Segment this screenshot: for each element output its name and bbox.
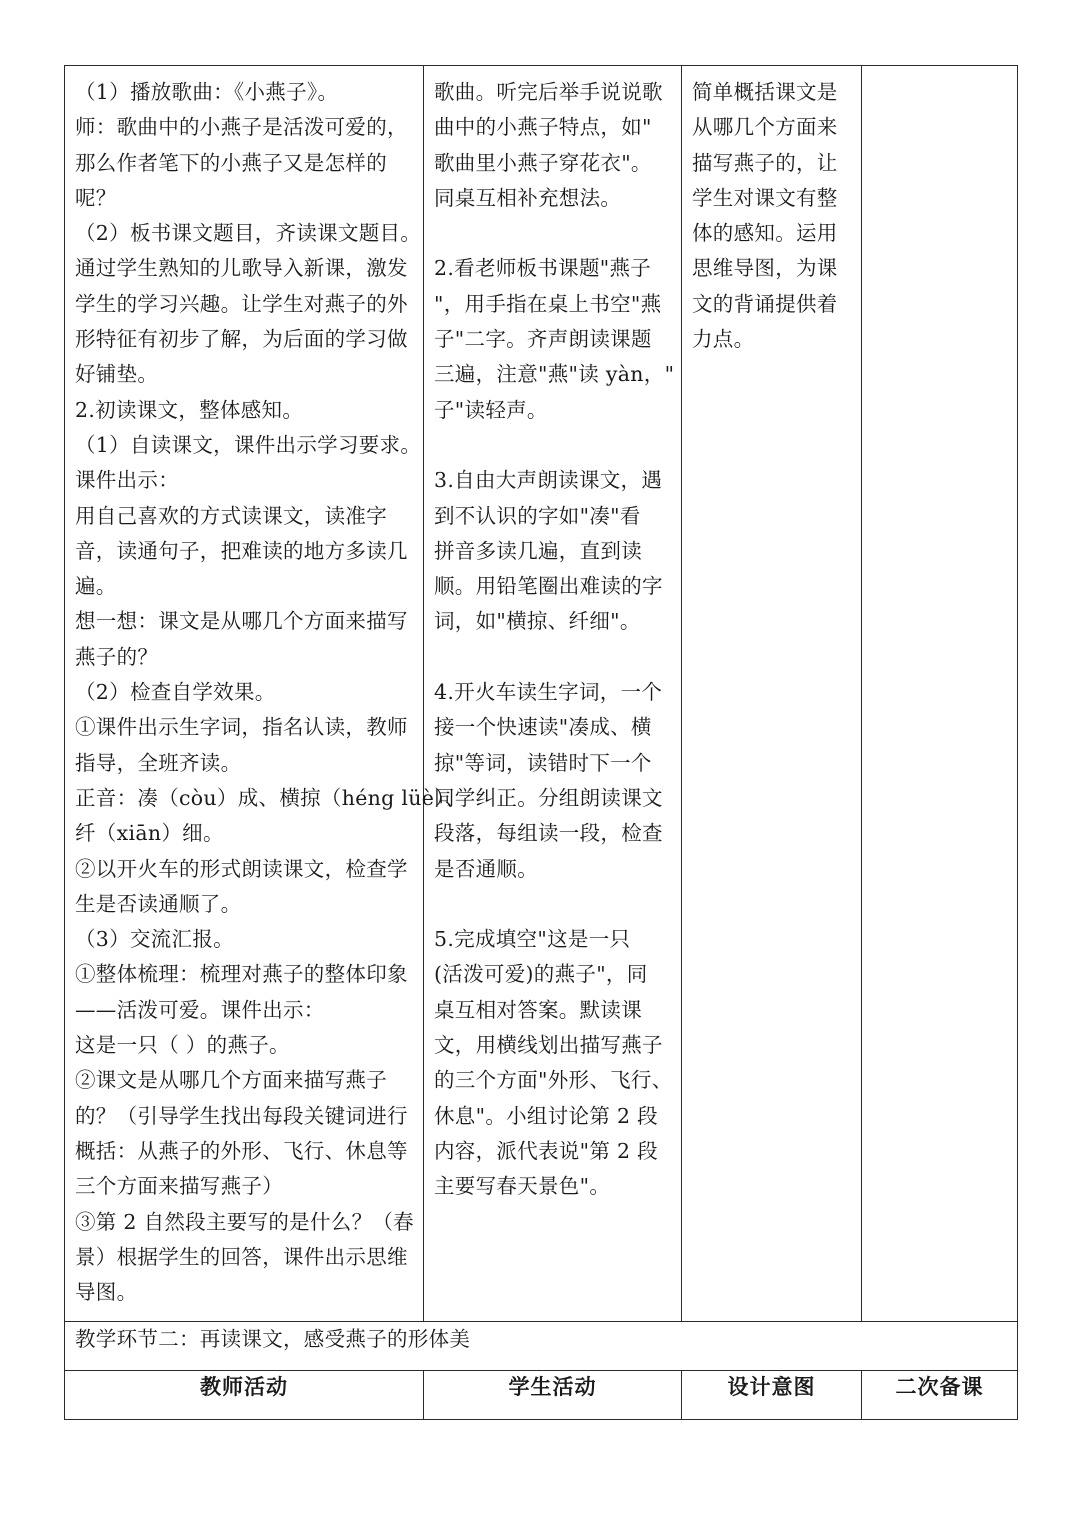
teacher-text-line: 纤（xiān）细。: [75, 821, 224, 846]
teacher-text-line: 遍。: [75, 574, 117, 599]
teacher-text-line: 2.初读课文，整体感知。: [75, 397, 304, 422]
student-text-line: 的三个方面"外形、飞行、: [434, 1068, 673, 1093]
teacher-text-line: ②以开火车的形式朗读课文，检查学: [75, 856, 408, 881]
student-text-line: 桌互相对答案。默读课: [434, 997, 642, 1022]
student-text-line: (活泼可爱)的燕子"，同: [434, 962, 648, 987]
teacher-text-line: 想一想：课文是从哪几个方面来描写: [75, 609, 408, 634]
student-text-line: 拼音多读几遍，直到读: [434, 538, 642, 563]
student-text-line: 子"读轻声。: [434, 397, 548, 422]
teacher-text-line: 指导，全班齐读。: [75, 750, 242, 775]
student-text-line: 段落，每组读一段，检查: [434, 821, 663, 846]
section-title-row: [65, 1322, 1018, 1371]
teacher-activity-cell: [65, 66, 466, 1322]
header-design-intent: 设计意图: [682, 1371, 862, 1420]
design-text-line: 思维导图，为课: [692, 256, 838, 281]
teacher-text-line: 概括：从燕子的外形、飞行、休息等: [75, 1138, 408, 1163]
lesson-plan-table: [64, 65, 1018, 1420]
teacher-text-line: （1）自读课文，课件出示学习要求。: [75, 432, 422, 457]
design-intent-text: [682, 66, 861, 361]
student-text-line: 文，用横线划出描写燕子: [434, 1033, 663, 1058]
teacher-text-line: 正音：凑（còu）成、横掠（héng lüè）、: [75, 785, 466, 810]
teacher-text-line: 三个方面来描写燕子）: [75, 1174, 283, 1199]
student-text-line: 休息"。小组讨论第 2 段: [434, 1103, 658, 1128]
student-text-line: 接一个快速读"凑成、横: [434, 715, 652, 740]
student-text-line: 子"二字。齐声朗读课题: [434, 327, 652, 352]
teacher-text-line: 通过学生熟知的儿歌导入新课，激发: [75, 256, 408, 281]
teacher-text-line: （3）交流汇报。: [75, 927, 234, 952]
student-activity-cell: [424, 66, 682, 1322]
teacher-activity-text: [65, 66, 466, 1314]
teacher-text-line: 这是一只（ ）的燕子。: [75, 1033, 290, 1058]
design-text-line: 体的感知。运用: [692, 221, 838, 246]
student-text-line: [434, 887, 673, 922]
teacher-text-line: 好铺垫。: [75, 362, 159, 387]
design-text-line: 力点。: [692, 327, 755, 352]
column-header-row: [65, 1371, 1018, 1420]
teacher-text-line: 那么作者笔下的小燕子又是怎样的: [75, 150, 387, 175]
teacher-text-line: 的？（引导学生找出每段关键词进行: [75, 1103, 408, 1128]
activity-content-row: [65, 66, 1018, 1322]
student-text-line: [434, 216, 673, 251]
teacher-text-line: ②课文是从哪几个方面来描写燕子: [75, 1068, 387, 1093]
second-prep-cell: [862, 66, 1018, 1322]
teacher-text-line: 导图。: [75, 1280, 138, 1305]
teacher-text-line: ③第 2 自然段主要写的是什么？（春: [75, 1209, 414, 1234]
student-text-line: 掠"等词，读错时下一个: [434, 750, 652, 775]
student-text-line: 三遍，注意"燕"读 yàn，": [434, 362, 675, 387]
student-text-line: 曲中的小燕子特点，如": [434, 115, 652, 140]
student-text-line: 同桌互相补充想法。: [434, 185, 622, 210]
header-second-prep: 二次备课: [862, 1371, 1018, 1420]
student-text-line: 内容，派代表说"第 2 段: [434, 1138, 658, 1163]
student-text-line: 顺。用铅笔圈出难读的字: [434, 574, 663, 599]
student-text-line: 主要写春天景色"。: [434, 1174, 611, 1199]
header-student-activity: 学生活动: [424, 1371, 682, 1420]
design-text-line: 文的背诵提供着: [692, 291, 838, 316]
student-text-line: 同学纠正。分组朗读课文: [434, 785, 663, 810]
teacher-text-line: 课件出示：: [75, 468, 179, 493]
teacher-text-line: 学生的学习兴趣。让学生对燕子的外: [75, 291, 408, 316]
student-text-line: 歌曲。听完后举手说说歌: [434, 80, 663, 104]
student-text-line: 4.开火车读生字词，一个: [434, 680, 663, 705]
student-text-line: 到不认识的字如"凑"看: [434, 503, 641, 528]
student-text-line: 歌曲里小燕子穿花衣"。: [434, 150, 652, 175]
teacher-text-line: ——活泼可爱。课件出示：: [75, 997, 325, 1022]
header-teacher-activity: 教师活动: [65, 1371, 424, 1420]
design-text-line: 学生对课文有整: [692, 185, 838, 210]
design-intent-cell: [682, 66, 862, 1322]
student-text-line: [434, 428, 673, 463]
teacher-text-line: 师：歌曲中的小燕子是活泼可爱的，: [75, 115, 408, 140]
teacher-text-line: 形特征有初步了解，为后面的学习做: [75, 327, 408, 352]
teacher-text-line: 呢？: [75, 185, 117, 210]
design-text-line: 简单概括课文是: [692, 80, 838, 104]
student-text-line: 词，如"横掠、纤细"。: [434, 609, 641, 634]
teacher-text-line: ①整体梳理：梳理对燕子的整体印象: [75, 962, 408, 987]
teacher-text-line: 用自己喜欢的方式读课文，读准字: [75, 503, 387, 528]
student-text-line: 5.完成填空"这是一只: [434, 927, 631, 952]
teacher-text-line: （2）板书课文题目，齐读课文题目。: [75, 221, 422, 246]
teacher-text-line: 生是否读通顺了。: [75, 891, 242, 916]
teacher-text-line: ①课件出示生字词，指名认读，教师: [75, 715, 408, 740]
teacher-text-line: 景）根据学生的回答，课件出示思维: [75, 1244, 408, 1269]
student-text-line: 是否通顺。: [434, 856, 538, 881]
section-title: 教学环节二：再读课文，感受燕子的形体美: [75, 1327, 471, 1351]
teacher-text-line: 音，读通句子，把难读的地方多读几: [75, 538, 408, 563]
teacher-text-line: （1）播放歌曲：《小燕子》。: [75, 80, 339, 104]
student-text-line: "，用手指在桌上书空"燕: [434, 291, 662, 316]
student-activity-text: [424, 66, 681, 1209]
design-text-line: 描写燕子的，让: [692, 150, 838, 175]
teacher-text-line: （2）检查自学效果。: [75, 680, 276, 705]
student-text-line: 2.看老师板书课题"燕子: [434, 256, 652, 281]
student-text-line: [434, 640, 673, 675]
design-text-line: 从哪几个方面来: [692, 115, 838, 140]
section-title-cell: [65, 1322, 1018, 1371]
teacher-text-line: 燕子的？: [75, 644, 159, 669]
student-text-line: 3.自由大声朗读课文，遇: [434, 468, 663, 493]
